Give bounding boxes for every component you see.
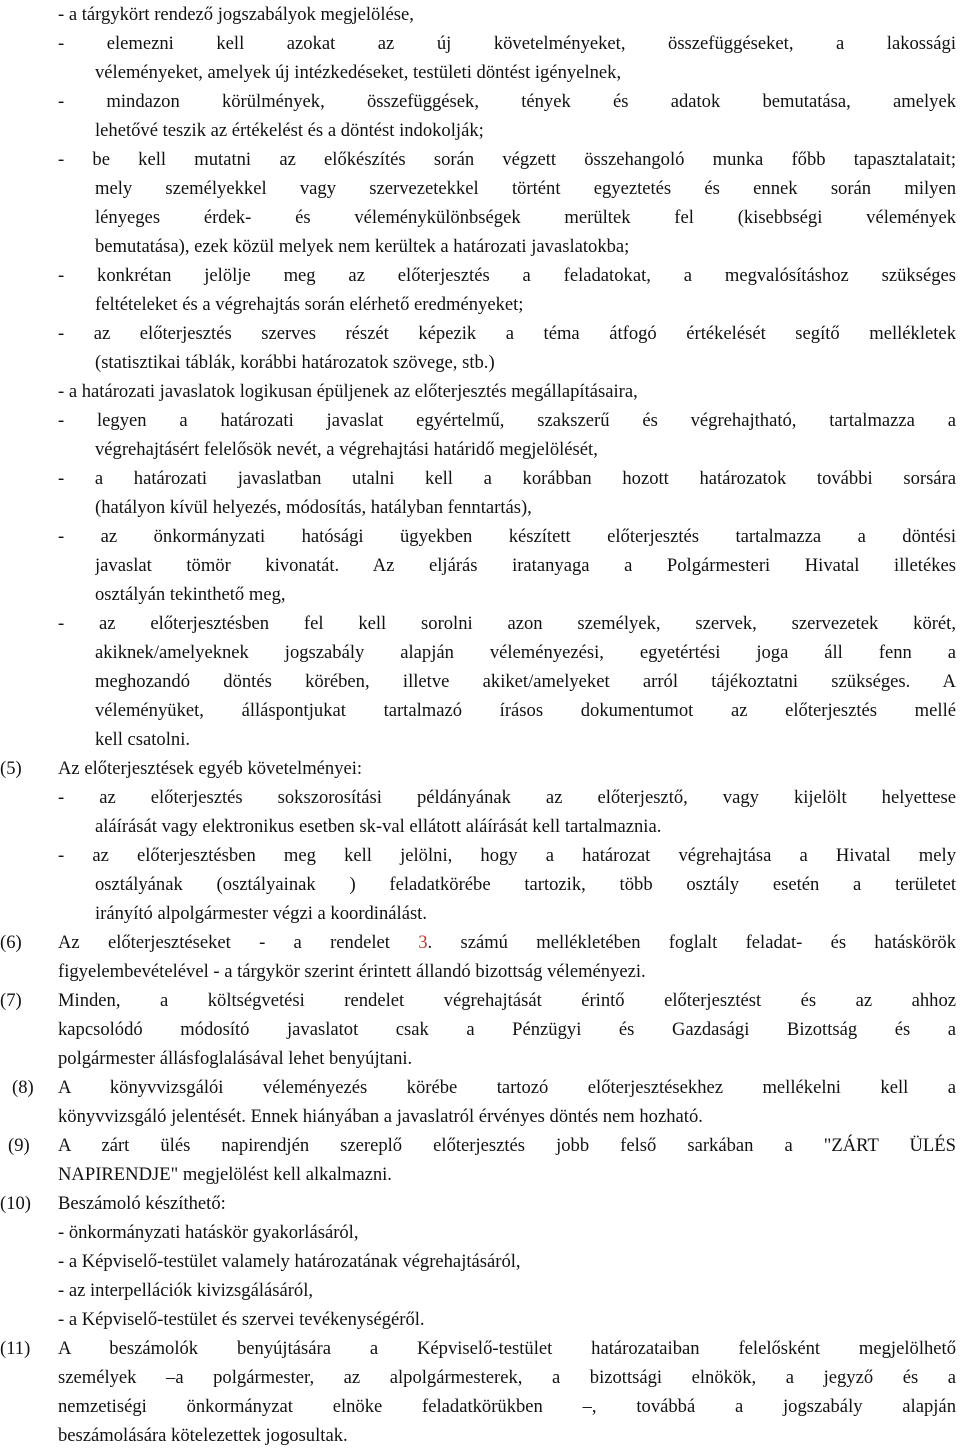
- paragraph-text: NAPIRENDJE" megjelölést kell alkalmazni.: [58, 1164, 392, 1185]
- paragraph-number: (9): [8, 1135, 30, 1156]
- list-item: - az interpellációk kivizsgálásáról,: [58, 1280, 314, 1301]
- list-item: - a határozati javaslatban utalni kell a korábban hozott határozatok további sorsára: [58, 468, 956, 489]
- paragraph-text: nemzetiségi önkormányzat elnöke feladatkörükben –, továbbá a jogszabály alapján: [58, 1396, 956, 1417]
- list-item: - az előterjesztés sokszorosítási példányának az előterjesztő, vagy kijelölt helyettese: [58, 787, 956, 808]
- list-item: - konkrétan jelölje meg az előterjesztés a feladatokat, a megvalósításhoz szükséges: [58, 265, 956, 286]
- paragraph-number: (7): [0, 990, 22, 1011]
- list-item: - a határozati javaslatok logikusan épüljenek az előterjesztés megállapításaira,: [58, 381, 638, 402]
- list-item-cont: irányító alpolgármester végzi a koordinálást.: [95, 903, 427, 924]
- list-item-cont: osztályán tekinthető meg,: [95, 584, 286, 605]
- paragraph-number: (6): [0, 932, 22, 953]
- list-item: - legyen a határozati javaslat egyértelmű, szakszerű és végrehajtható, tartalmazza a: [58, 410, 956, 431]
- paragraph-text: Az előterjesztések egyéb követelményei:: [58, 758, 363, 779]
- list-item: - önkormányzati hatáskör gyakorlásáról,: [58, 1222, 359, 1243]
- paragraph-text: könyvvizsgáló jelentését. Ennek hiányában a javaslatról érvényes döntés nem hozható.: [58, 1106, 703, 1127]
- list-item-cont: végrehajtásért felelősök nevét, a végrehajtási határidő megjelölését,: [95, 439, 598, 460]
- list-item-cont: (statisztikai táblák, korábbi határozatok szövege, stb.): [95, 352, 495, 373]
- paragraph-text: [58, 928, 956, 957]
- paragraph-text: beszámolására kötelezettek jogosultak.: [58, 1425, 348, 1446]
- list-item-cont: mely személyekkel vagy szervezetekkel történt egyeztetés és ennek során milyen: [95, 178, 956, 199]
- annex-reference: 3: [418, 932, 428, 953]
- list-item-cont: véleményüket, álláspontjukat tartalmazó írásos dokumentumot az előterjesztés mellé: [95, 700, 956, 721]
- list-item-cont: javaslat tömör kivonatát. Az eljárás iratanyaga a Polgármesteri Hivatal illetékes: [95, 555, 956, 576]
- list-item: - az előterjesztés szerves részét képezik a téma átfogó értékelését segítő mellékletek: [58, 323, 956, 344]
- list-item: - a Képviselő-testület valamely határozatának végrehajtásáról,: [58, 1251, 521, 1272]
- list-item: - be kell mutatni az előkészítés során végzett összehangoló munka főbb tapasztalatait;: [58, 149, 956, 170]
- list-item-cont: meghozandó döntés körében, illetve akiket/amelyeket arról tájékoztatni szükséges. A: [95, 671, 956, 692]
- paragraph-text: A zárt ülés napirendjén szereplő előterjesztés jobb felső sarkában a "ZÁRT ÜLÉS: [58, 1135, 956, 1156]
- list-item-cont: kell csatolni.: [95, 729, 191, 750]
- paragraph-number: (10): [0, 1193, 31, 1214]
- list-item-cont: bemutatása), ezek közül melyek nem kerültek a határozati javaslatokba;: [95, 236, 630, 257]
- list-item: - elemezni kell azokat az új követelményeket, összefüggéseket, a lakossági: [58, 33, 956, 54]
- list-item-cont: aláírását vagy elektronikus esetben sk-val ellátott aláírását kell tartalmaznia.: [95, 816, 662, 837]
- paragraph-text: A könyvvizsgálói véleményezés körébe tartozó előterjesztésekhez mellékelni kell a: [58, 1077, 956, 1098]
- paragraph-text: figyelembevételével - a tárgykör szerint érintett állandó bizottság véleményezi.: [58, 961, 646, 982]
- paragraph-text-part: . számú mellékletében foglalt feladat- és hatáskörök: [427, 932, 956, 953]
- paragraph-number: (8): [12, 1077, 34, 1098]
- list-item-cont: akiknek/amelyeknek jogszabály alapján véleményezési, egyetértési joga áll fenn a: [95, 642, 956, 663]
- list-item-cont: (hatályon kívül helyezés, módosítás, hatályban fenntartás),: [95, 497, 532, 518]
- paragraph-text: kapcsolódó módosító javaslatot csak a Pénzügyi és Gazdasági Bizottság és a: [58, 1019, 956, 1040]
- paragraph-text: A beszámolók benyújtására a Képviselő-testület határozataiban felelősként megjelölhető: [58, 1338, 956, 1359]
- paragraph-text: Beszámoló készíthető:: [58, 1193, 226, 1214]
- list-item-cont: lényeges érdek- és véleménykülönbségek merültek fel (kisebbségi vélemények: [95, 207, 956, 228]
- paragraph-text: Minden, a költségvetési rendelet végrehajtását érintő előterjesztést és az ahhoz: [58, 990, 956, 1011]
- list-item: - az előterjesztésben meg kell jelölni, hogy a határozat végrehajtása a Hivatal mely: [58, 845, 956, 866]
- list-item-cont: lehetővé teszik az értékelést és a döntést indokolják;: [95, 120, 484, 141]
- paragraph-number: (11): [0, 1338, 31, 1359]
- paragraph-text-part: Az előterjesztéseket - a rendelet: [58, 932, 419, 953]
- paragraph-number: (5): [0, 758, 22, 779]
- list-item-cont: feltételeket és a végrehajtás során elérhető eredményeket;: [95, 294, 524, 315]
- list-item: - az önkormányzati hatósági ügyekben készített előterjesztés tartalmazza a döntési: [58, 526, 956, 547]
- list-item: - a tárgykört rendező jogszabályok megjelölése,: [58, 4, 414, 25]
- list-item-cont: osztályának (osztályainak ) feladatkörébe tartozik, több osztály esetén a területet: [95, 874, 956, 895]
- paragraph-text: személyek –a polgármester, az alpolgármesterek, a bizottsági elnökök, a jegyző és a: [58, 1367, 956, 1388]
- list-item: - az előterjesztésben fel kell sorolni azon személyek, szervek, szervezetek körét,: [58, 613, 956, 634]
- paragraph-text: polgármester állásfoglalásával lehet benyújtani.: [58, 1048, 413, 1069]
- list-item-cont: véleményeket, amelyek új intézkedéseket, testületi döntést igényelnek,: [95, 62, 622, 83]
- list-item: - mindazon körülmények, összefüggések, tények és adatok bemutatása, amelyek: [58, 91, 956, 112]
- list-item: - a Képviselő-testület és szervei tevékenységéről.: [58, 1309, 425, 1330]
